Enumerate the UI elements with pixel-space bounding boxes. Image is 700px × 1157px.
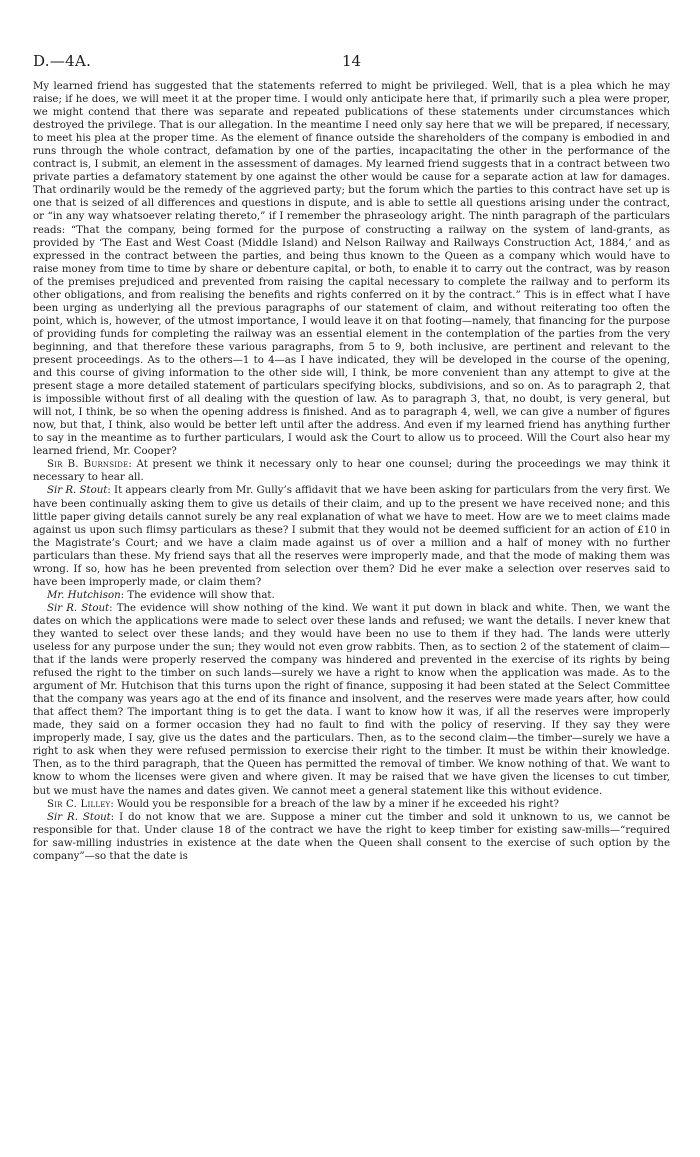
paragraph-text: : The evidence will show that. bbox=[120, 589, 275, 601]
speaker-name: Sir R. Stout bbox=[47, 485, 108, 497]
paragraph bbox=[33, 484, 670, 588]
paragraph bbox=[33, 811, 670, 863]
paragraph bbox=[33, 80, 670, 458]
paragraph-text: : At present we think it necessary only to hear one counsel; during the proceedings we may think it necessary to hear all. bbox=[33, 459, 670, 484]
document-body bbox=[33, 80, 670, 863]
paragraph-text: : The evidence will show nothing of the kind. We want it put down in black and white. Then, we want the dates on which the applications were made to select over these lands and refused; we want the details. I never knew that they wanted to select over these lands; and they would have been no use to them if they had. The lands were utterly useless for any purpose under the sun; they would not even grow rabbits. Then, as to section 2 of the statement of claim—that if the lands were properly reserved the company was hindered and prevented in the exercise of its rights by being refused the right to the timber on such lands—surely we have a right to know when the application was made. As to the argument of Mr. Hutchison that this turns upon the right of finance, supposing it had been stated at the Select Committee that the company was years ago at the end of its finance and insolvent, and the reserves were made years after, how could that affect them? The important thing is to get the data. I want to know how it was, if all the reserves were improperly made, they said on a former occasion they had no fault to find with the policy of reserving. If they say they were improperly made, I say, give us the dates and the particulars. Then, as to the second claim—the timber—surely we have a right to ask when they were refused permission to exercise their right to the timber. It must be within their knowledge. Then, as to the third paragraph, that the Queen has permitted the removal of timber. We know nothing of that. We want to know to whom the licenses were given and where given. It may be raised that we have given the licenses to cut timber, but we must have the names and dates given. We cannot meet a general statement like this without evidence. bbox=[33, 602, 670, 797]
paragraph bbox=[33, 602, 670, 798]
paragraph bbox=[33, 589, 670, 602]
speaker-name: Sir R. Stout bbox=[47, 602, 110, 614]
speaker-name: Sir R. Stout bbox=[47, 811, 111, 823]
speaker-name: Sir B. Burnside bbox=[47, 459, 129, 471]
document-reference: D.—4A. bbox=[33, 52, 92, 70]
page-number: 14 bbox=[341, 52, 362, 70]
speaker-name: Mr. Hutchison bbox=[47, 589, 121, 601]
paragraph bbox=[33, 458, 670, 484]
paragraph bbox=[33, 798, 670, 811]
paragraph-text: : Would you be responsible for a breach of the law by a miner if he exceeded his right? bbox=[110, 798, 559, 810]
paragraph-text: : I do not know that we are. Suppose a miner cut the timber and sold it unknown to us, we cannot be responsible for that. Under clause 18 of the contract we have the right to keep timber for existing saw-mills—“required for saw-milling industries in existence at the date when the Queen shall consent to the exercise of such option by the company”—so that the date is bbox=[33, 811, 670, 862]
paragraph-text: My learned friend has suggested that the statements referred to might be privileged. Well, that is a plea which he may raise; if he does, we will meet it at the proper time. I would only anticipate here that, if primarily such a plea were proper, we might contend that there was separate and repeated publications of these statements under circumstances which destroyed the privilege. That is our allegation. In the meantime I need only say here that we will be prepared, if necessary, to meet his plea at the proper time. As the element of finance outside the shareholders of the company is embodied in and runs through the whole contract, defamation by one of the parties, incapacitating the other in the performance of the contract is, I submit, an element in the assessment of damages. My learned friend suggests that in a contract between two private parties a defamatory statement by one against the other would be cause for a separate action at law for damages. That ordinarily would be the remedy of the aggrieved party; but the forum which the parties to this contract have set up is one that is seized of all differences and questions in dispute, and is able to settle all questions arising under the contract, or “in any way whatsoever relating thereto,” if I remember the phraseology aright. The ninth paragraph of the particulars reads: “That the company, being formed for the purpose of constructing a railway on the system of land-grants, as provided by ‘The East and West Coast (Middle Island) and Nelson Railway and Railways Construction Act, 1884,’ and as expressed in the contract between the parties, and being thus known to the Queen as a company which would have to raise money from time to time by share or debenture capital, or both, to enable it to carry out the contract, was by reason of the premises prejudiced and prevented from raising the capital necessary to complete the railway and to perform its other obligations, and from realising the benefits and rights conferred on it by the contract.” This is in effect what I have been urging as underlying all the previous paragraphs of our statement of claim, and without reiterating too often the point, which is, however, of the utmost importance, I would leave it on that footing—namely, that financing for the purpose of providing funds for completing the railway was an essential element in the contemplation of the parties from the very beginning, and that therefore these various paragraphs, from 5 to 9, both inclusive, are pertinent and relevant to the present proceedings. As to the others—1 to 4—as I have indicated, they will be developed in the course of the opening, and this course of giving information to the other side will, I think, be more convenient than any attempt to give at the present stage a more detailed statement of particulars specifying blocks, subdivisions, and so on. As to paragraph 2, that is impossible without first of all dealing with the question of law. As to paragraph 3, that, no doubt, is very general, but will not, I think, be so when the opening address is finished. And as to paragraph 4, well, we can give a number of figures now, but that, I think, also would be better left until after the address. And even if my learned friend has anything further to say in the meantime as to further particulars, I would ask the Court to allow us to proceed. Will the Court also hear my learned friend, Mr. Cooper? bbox=[33, 81, 670, 458]
speaker-name: Sir C. Lilley bbox=[47, 798, 111, 810]
paragraph-text: : It appears clearly from Mr. Gully’s affidavit that we have been asking for particulars from the very first. We have been continually asking them to give us details of their claim, and up to the present we have received none; and this little paper giving details cannot surely be any real explanation of what we have to meet. How are we to meet claims made against us upon such flimsy particulars as these? I submit that they would not be deemed sufficient for an action of £10 in the Magistrate’s Court; and we have a claim made against us of over a million and a half of money with no further particulars than these. My friend says that all the reserves were improperly made, and that the mode of making them was wrong. If so, how has he been prevented from selection over them? Did he ever make a selection over reserves said to have been improperly made, or claim them? bbox=[33, 485, 670, 588]
page-header bbox=[33, 52, 670, 76]
